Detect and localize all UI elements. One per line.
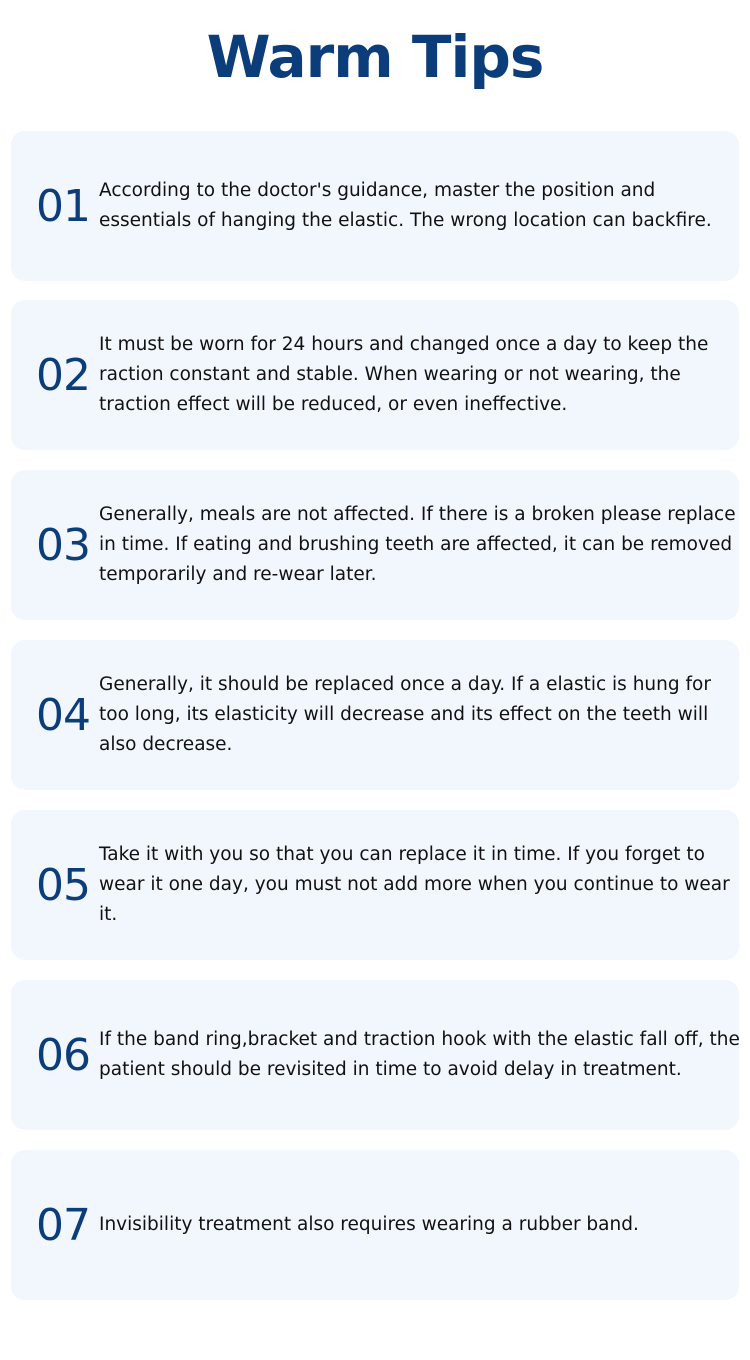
tip-text: According to the doctor's guidance, master the position and essentials of hanging the elastic. The wrong location can backfire. [99,180,712,231]
tip-number: 07 [36,1199,90,1251]
tip-card-06 [11,980,739,1130]
tip-text: If the band ring,bracket and traction hook with the elastic fall off, the patient should be revisited in time to avoid delay in treatment. [99,1029,740,1080]
tip-number: 02 [36,349,90,401]
tip-number: 03 [36,519,90,571]
tip-card-03 [11,470,739,620]
tip-text: Generally, it should be replaced once a day. If a elastic is hung for too long, its elasticity will decrease and its effect on the teeth will also decrease. [99,674,711,755]
tip-number: 05 [36,859,90,911]
tip-card-05 [11,810,739,960]
tip-card-02 [11,300,739,450]
tip-number: 04 [36,689,90,741]
page-title: Warm Tips [206,23,544,91]
tip-number: 01 [36,180,90,232]
tip-text: Generally, meals are not affected. If there is a broken please replace in time. If eating and brushing teeth are affected, it can be removed temporarily and re-wear later. [99,504,736,585]
tip-number: 06 [36,1029,90,1081]
tip-card-01 [11,131,739,281]
tip-text: Take it with you so that you can replace it in time. If you forget to wear it one day, you must not add more when you continue to wear it. [99,844,730,925]
tip-card-04 [11,640,739,790]
tip-card-07 [11,1150,739,1300]
tip-text: It must be worn for 24 hours and changed once a day to keep the raction constant and stable. When wearing or not wearing, the traction effect will be reduced, or even ineffective. [99,334,709,415]
tip-text: Invisibility treatment also requires wearing a rubber band. [99,1214,639,1235]
